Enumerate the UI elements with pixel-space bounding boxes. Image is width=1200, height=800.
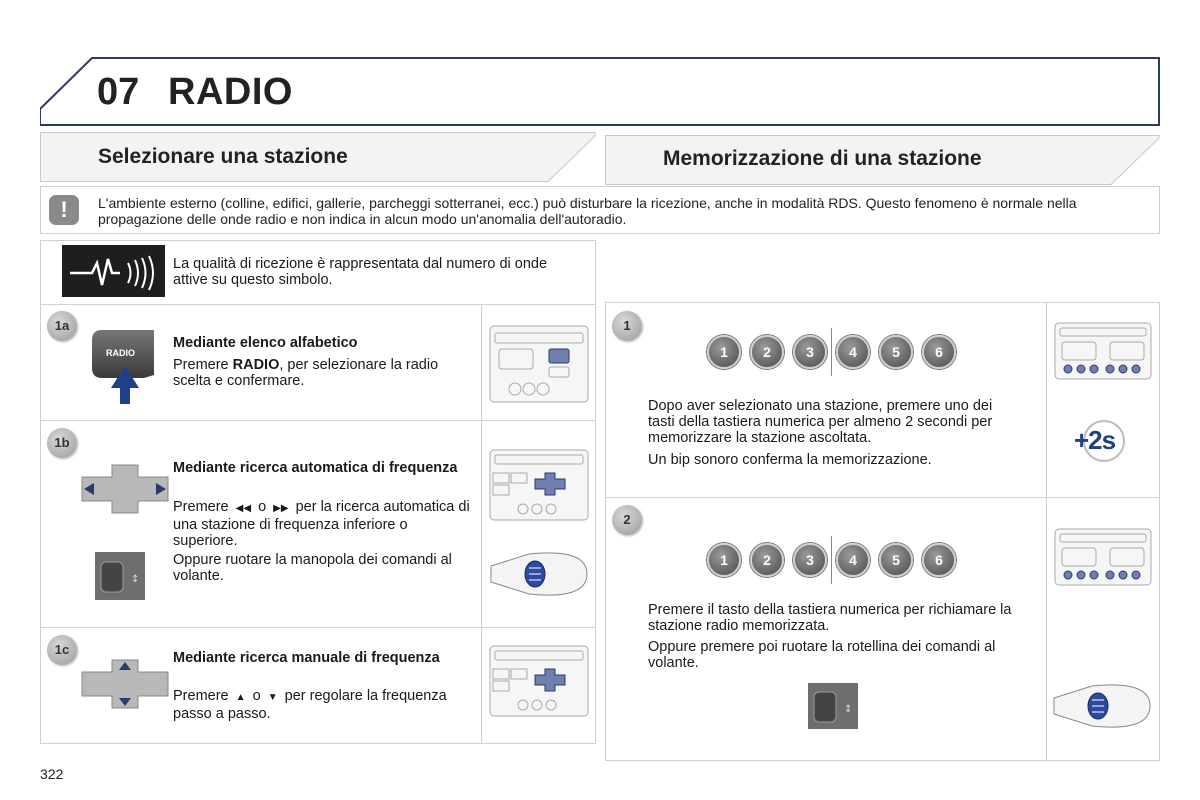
up-arrow-icon: ▲ [235,692,246,703]
preset-key-4: 4 [836,543,870,577]
step-1c-text: Premere [173,688,229,704]
steering-wheel-control [808,683,858,729]
dpad-left-right-icon [80,463,170,515]
radio-key-icon [92,330,154,405]
step-1b-heading: Mediante ricerca automatica di frequenza [173,460,458,476]
step-badge-2: 2 [612,505,642,535]
reception-symbol [62,245,165,297]
step-2-text2: Oppure premere poi ruotare la rotellina dei comandi al volante. [648,639,996,671]
preset-key-1: 1 [707,335,741,369]
step-2-text: Premere il tasto della tastiera numerica per richiamare la stazione radio memorizzata. [648,602,1012,634]
chapter-title: RADIO [168,71,293,113]
steering-stalk-icon [1052,680,1152,732]
divider [605,497,1160,498]
thumbwheel-icon [808,683,858,729]
key-separator [831,536,832,584]
section-bar-left [40,132,596,182]
steering-wheel-control [95,552,145,600]
radio-panel-presets-icon [1054,322,1152,380]
preset-key-1: 1 [707,543,741,577]
fast-forward-icon: ▶▶ [273,503,289,514]
radio-panel-illustration [489,645,589,717]
radio-panel-icon [489,325,589,403]
step-badge-1b: 1b [47,428,77,458]
step-badge-1c: 1c [47,635,77,665]
step-1b-body2: Oppure ruotare la manopola dei comandi al volante. [173,552,452,584]
preset-key-3: 3 [793,335,827,369]
dpad-up-down-icon [80,658,170,710]
exclamation-icon: ! [49,195,79,225]
hold-2s-icon [1072,418,1130,464]
preset-key-2: 2 [750,543,784,577]
dpad-illustration [80,658,170,710]
dpad-illustration [80,463,170,515]
step-1-text2: Un bip sonoro conferma la memorizzazione. [648,452,932,468]
chapter-header [40,57,1160,127]
divider [481,304,482,744]
step-1c-text: per regolare la frequenza passo a passo. [173,688,447,722]
radio-panel-illustration [1054,322,1152,380]
warning-text: L'ambiente esterno (colline, edifici, gallerie, parcheggi sotterranei, ecc.) può disturbare la ricezione, anche in modalità RDS. Questo fenomeno è normale nella propagazione delle onde radio e non indica in alcun modo un'anomalia dell'autoradio. [98,195,1077,227]
down-arrow-icon: ▼ [267,692,278,703]
step-1b-text: per la ricerca automatica di una stazione di frequenza inferiore o superiore. [173,499,470,549]
preset-key-5: 5 [879,335,913,369]
radio-key-label: RADIO [106,348,135,358]
step-1a-key: RADIO [232,357,280,373]
radio-panel-presets-icon [1054,528,1152,586]
steering-stalk-illustration [489,548,589,600]
step-1b-or: o [258,499,267,515]
step-1c-heading: Mediante ricerca manuale di frequenza [173,650,440,666]
key-separator [831,328,832,376]
radio-panel-dpad-icon [489,645,589,717]
step-1a-text: Premere [173,357,233,373]
step-1a-text: , per selezionare la radio scelta e confermare. [173,357,439,389]
radio-panel-illustration [489,325,589,403]
steering-stalk-illustration [1052,680,1152,732]
preset-key-5: 5 [879,543,913,577]
rewind-icon: ◀◀ [235,503,252,514]
section-title-right: Memorizzazione di una stazione [663,147,982,170]
preset-key-6: 6 [922,543,956,577]
step-1b-body [173,499,473,549]
thumbwheel-icon [95,552,145,600]
step-badge-1a: 1a [47,311,77,341]
step-1b-text: Premere [173,499,229,515]
divider [40,420,596,421]
preset-key-4: 4 [836,335,870,369]
section-title-left: Selezionare una stazione [98,145,348,168]
divider [40,627,596,628]
step-1a-body [173,357,473,389]
svg-text:↕: ↕ [131,574,140,585]
page-number: 322 [40,766,64,782]
step-1c-body [173,688,473,722]
preset-key-3: 3 [793,543,827,577]
divider [1046,302,1047,761]
step-1a-heading: Mediante elenco alfabetico [173,335,358,351]
divider [40,304,596,305]
warning-box [40,186,1160,234]
hold-2s-label: +2s [1074,425,1116,455]
radio-panel-illustration [1054,528,1152,586]
steering-stalk-icon [489,548,589,600]
preset-key-2: 2 [750,335,784,369]
step-badge-1: 1 [612,311,642,341]
svg-text:↕: ↕ [844,704,853,715]
radio-panel-illustration [489,449,589,521]
reception-text: La qualità di ricezione è rappresentata dal numero di onde attive su questo simbolo. [173,256,548,288]
preset-key-6: 6 [922,335,956,369]
radio-button-illustration [92,330,154,405]
step-1-text: Dopo aver selezionato una stazione, premere uno dei tasti della tastiera numerica per almeno 2 secondi per memorizzare la stazione ascoltata. [648,398,993,446]
signal-wave-icon [62,245,165,297]
section-bar-right [605,135,1160,185]
chapter-number: 07 [97,71,140,113]
step-1c-or: o [252,688,261,704]
radio-panel-dpad-icon [489,449,589,521]
